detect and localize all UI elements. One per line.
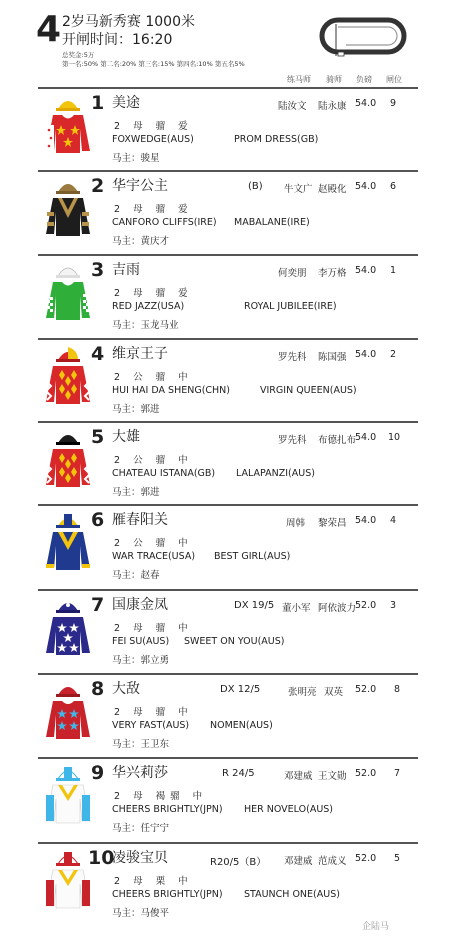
weight: 52.0	[355, 853, 377, 864]
prize-split: 第一名:50% 第二名:20% 第三名:15% 第四名:10% 第五名5%	[62, 60, 245, 68]
horse-row	[38, 338, 418, 415]
jockey: 陆永康	[318, 101, 347, 112]
draw: 7	[394, 768, 401, 779]
horse-info: 2 公 骝 中	[114, 372, 193, 383]
horse-mark: R20/5（B）	[210, 857, 267, 868]
track-map-icon	[318, 12, 412, 60]
horse-number: 2	[91, 175, 105, 197]
jockey: 陈国强	[318, 352, 347, 363]
weight: 54.0	[355, 349, 377, 360]
dam: ROYAL JUBILEE(IRE)	[244, 301, 337, 312]
jockey-silks-icon	[44, 346, 92, 406]
col-draw: 闸位	[386, 75, 402, 84]
dam: PROM DRESS(GB)	[234, 134, 319, 145]
sire: CHATEAU ISTANA(GB)	[112, 468, 216, 479]
jockey: 阿依波力	[318, 603, 357, 614]
sire: VERY FAST(AUS)	[112, 720, 190, 731]
dam: NOMEN(AUS)	[210, 720, 273, 731]
jockey-silks-icon	[44, 850, 92, 910]
dam: LALAPANZI(AUS)	[236, 468, 315, 479]
col-jockey: 骑师	[326, 75, 342, 84]
jockey: 范成义	[318, 856, 347, 867]
horse-row	[38, 842, 418, 919]
horse-info: 2 母 栗 中	[114, 876, 193, 887]
race-title: 2岁马新秀赛 1000米	[62, 14, 195, 30]
jockey-silks-icon	[44, 95, 92, 155]
horse-name: 大雄	[112, 429, 140, 445]
owner: 马主：马俊平	[112, 908, 170, 919]
race-time: 开闸时间：16:20	[62, 32, 173, 48]
horse-name: 华宇公主	[112, 178, 168, 194]
horse-name: 美途	[112, 95, 140, 111]
col-trainer: 练马师	[287, 75, 311, 84]
horse-row	[38, 421, 418, 498]
sire: CHEERS BRIGHTLY(JPN)	[112, 889, 223, 900]
horse-row	[38, 170, 418, 247]
weight: 52.0	[355, 768, 377, 779]
horse-number: 4	[91, 343, 105, 365]
horse-mark: DX 19/5	[234, 600, 275, 611]
jockey-silks-icon	[44, 681, 92, 741]
owner: 马主：黄庆才	[112, 236, 170, 247]
horse-name: 华兴莉莎	[112, 765, 168, 781]
jockey: 布德扎布	[318, 435, 357, 446]
horse-number: 5	[91, 426, 105, 448]
dam: MABALANE(IRE)	[234, 217, 310, 228]
jockey-silks-icon	[44, 429, 92, 489]
trainer: 邓建威	[284, 771, 313, 782]
sire: WAR TRACE(USA)	[112, 551, 196, 562]
jockey: 双英	[324, 687, 344, 698]
trainer: 张明亮	[288, 687, 317, 698]
horse-number: 1	[91, 92, 105, 114]
weight: 54.0	[355, 515, 377, 526]
draw: 4	[390, 515, 397, 526]
sire: HUI HAI DA SHENG(CHN)	[112, 385, 230, 396]
jockey-silks-icon	[44, 765, 92, 825]
trainer: 邓建威	[284, 856, 313, 867]
sire: CHEERS BRIGHTLY(JPN)	[112, 804, 223, 815]
jockey-silks-icon	[44, 178, 92, 238]
owner: 马主：骏星	[112, 153, 160, 164]
trainer: 周韩	[286, 518, 306, 529]
horse-mark: (B)	[248, 181, 263, 192]
horse-row	[38, 757, 418, 834]
horse-row	[38, 589, 418, 666]
race-header	[0, 0, 450, 88]
draw: 2	[390, 349, 397, 360]
owner: 马主：赵春	[112, 570, 160, 581]
jockey: 赵殿化	[318, 184, 347, 195]
draw: 8	[394, 684, 401, 695]
jockey: 黎荣昌	[318, 518, 347, 529]
horse-info: 2 公 骝 中	[114, 455, 193, 466]
horse-row	[38, 254, 418, 331]
dam: VIRGIN QUEEN(AUS)	[260, 385, 357, 396]
horse-info: 2 母 褐骝 中	[114, 791, 208, 802]
weight: 52.0	[355, 684, 377, 695]
trainer: 罗先科	[278, 352, 307, 363]
horse-name: 吉雨	[112, 262, 140, 278]
race-number: 4	[36, 9, 62, 50]
watermark: 企陆马	[362, 922, 390, 932]
horse-number: 3	[91, 259, 105, 281]
draw: 9	[390, 98, 397, 109]
owner: 马主：王卫东	[112, 739, 170, 750]
horse-info: 2 母 骝 爱	[114, 121, 193, 132]
dam: HER NOVELO(AUS)	[244, 804, 334, 815]
trainer: 罗先科	[278, 435, 307, 446]
horse-row	[38, 87, 418, 164]
horse-info: 2 公 骝 中	[114, 538, 193, 549]
horse-name: 雁春阳关	[112, 512, 168, 528]
horse-number: 7	[91, 594, 105, 616]
horse-row	[38, 673, 418, 750]
horse-name: 国康金凤	[112, 597, 168, 613]
horse-name: 大敌	[112, 681, 140, 697]
col-weight: 负磅	[356, 75, 372, 84]
sire: FOXWEDGE(AUS)	[112, 134, 194, 145]
owner: 马主：郭进	[112, 487, 160, 498]
sire: CANFORO CLIFFS(IRE)	[112, 217, 217, 228]
dam: SWEET ON YOU(AUS)	[184, 636, 285, 647]
race-prize: 总奖金:5万	[62, 51, 95, 59]
weight: 54.0	[355, 98, 377, 109]
horse-mark: DX 12/5	[220, 684, 261, 695]
draw: 5	[394, 853, 401, 864]
jockey: 王文勋	[318, 771, 347, 782]
weight: 54.0	[355, 432, 377, 443]
draw: 10	[388, 432, 401, 443]
draw: 6	[390, 181, 397, 192]
horse-info: 2 母 骝 中	[114, 707, 193, 718]
owner: 马主：郭进	[112, 404, 160, 415]
draw: 3	[390, 600, 397, 611]
horse-name: 维京王子	[112, 346, 168, 362]
horse-info: 2 母 骝 中	[114, 623, 193, 634]
owner: 马主：任宁宁	[112, 823, 170, 834]
horse-number: 10	[88, 847, 115, 869]
trainer: 何奕朋	[278, 268, 307, 279]
trainer: 牛文广	[284, 184, 313, 195]
horse-number: 6	[91, 509, 105, 531]
horse-mark: R 24/5	[222, 768, 255, 779]
weight: 54.0	[355, 265, 377, 276]
owner: 马主：郭立勇	[112, 655, 170, 666]
jockey: 李万格	[318, 268, 347, 279]
horse-row	[38, 504, 418, 581]
owner: 马主：玉龙马业	[112, 320, 179, 331]
horse-info: 2 母 骝 爱	[114, 288, 193, 299]
dam: BEST GIRL(AUS)	[214, 551, 291, 562]
horse-info: 2 母 骝 爱	[114, 204, 193, 215]
jockey-silks-icon	[44, 597, 92, 657]
jockey-silks-icon	[44, 512, 92, 572]
jockey-silks-icon	[44, 262, 92, 322]
trainer: 董小军	[282, 603, 311, 614]
horse-name: 凌骏宝贝	[112, 850, 168, 866]
horse-number: 8	[91, 678, 105, 700]
draw: 1	[390, 265, 397, 276]
trainer: 陆汝文	[278, 101, 307, 112]
sire: RED JAZZ(USA)	[112, 301, 185, 312]
horse-number: 9	[91, 762, 105, 784]
weight: 54.0	[355, 181, 377, 192]
dam: STAUNCH ONE(AUS)	[244, 889, 340, 900]
weight: 52.0	[355, 600, 377, 611]
sire: FEI SU(AUS)	[112, 636, 170, 647]
